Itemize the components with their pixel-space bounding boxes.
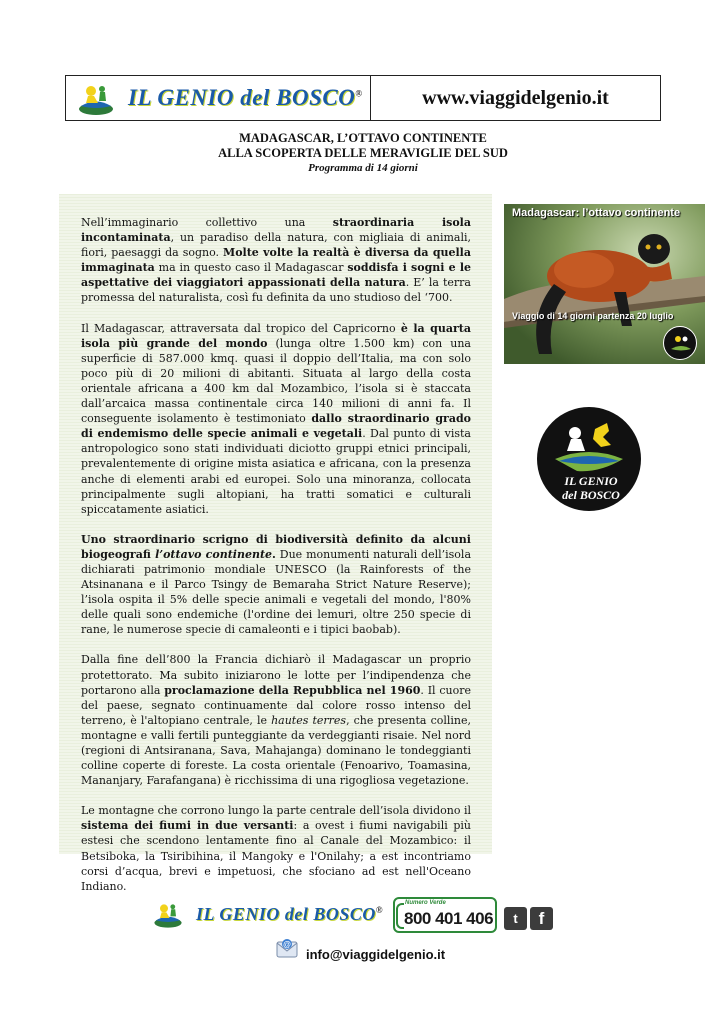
title-line-1: MADAGASCAR, L’OTTAVO CONTINENTE bbox=[239, 131, 487, 145]
header bbox=[65, 75, 661, 121]
paragraph: Uno straordinario scrigno di biodiversità definito da alcuni biogeografi l’ottavo continente. Due monumenti naturali dell’isola dichiarati patrimonio mondiale UNESCO (la Rainforests of the Atsinanana e il Parco Tsingy de Bemaraha Strict Nature Reserve); l’isola ospita il 5% delle specie animali e vegetali del mondo, l'80% delle quali sono endemiche (l'ordine dei lemuri, oltre 250 specie di rane, le numerose specie di camaleonti e i tipici baobab). bbox=[81, 532, 472, 637]
paragraph: Nell’immaginario collettivo una straordinaria isola incontaminata, un paradiso della natura, con migliaia di animali, fiori, paesaggi da sogno. Molte volte la realtà è diversa da quella immaginata ma in questo caso il Madagascar soddisfa i sogni e le aspettative dei viaggiatori appassionati della natura. E’ la terra promessa del naturalista, così fu definita da uno studioso del ‘700. bbox=[81, 216, 471, 305]
header-site bbox=[371, 76, 660, 120]
phone-icon bbox=[396, 903, 404, 929]
page-title bbox=[65, 131, 661, 176]
bold-text: straordinaria isola incontaminata bbox=[81, 216, 471, 245]
lemur-photo bbox=[504, 204, 705, 364]
round-logo-line1: IL GENIO bbox=[564, 474, 618, 488]
header-brand bbox=[66, 76, 371, 120]
photo-caption-top: Madagascar: l’ottavo continente bbox=[512, 207, 681, 219]
genio-logo-icon bbox=[76, 79, 116, 117]
paragraph: Il Madagascar, attraversata dal tropico del Capricorno è la quarta isola più grande del mondo (lunga oltre 1.500 km) con una superficie di 587.000 kmq. quasi il doppio dell’Italia, ma con solo poco più di 20 milioni di abitanti. Situata al largo della costa orientale africana a 400 km dal Mozambico, l’isola si è staccata dall’arcaica massa continentale circa 140 milioni di anni fa. Il conseguente isolamento è testimoniato dallo straordinario grado di endemismo delle specie animali e vegetali. Dal punto di vista antropologico sono stati individuati diciotto gruppi etnici principali, prevalentemente di origine mista asiatica e africana, con la presenza anche di elementi arabi ed europei. Solo una minoranza, collocata principalmente sugli altopiani, ha tratti somatici e culturali spiccatamente asiatici. bbox=[81, 321, 472, 516]
genio-logo-icon bbox=[152, 898, 184, 930]
svg-text:@: @ bbox=[283, 940, 291, 949]
toll-free-number[interactable] bbox=[393, 897, 497, 933]
title-subtitle: Programma di 14 giorni bbox=[308, 162, 418, 174]
bold-text: sistema dei fiumi in due versanti bbox=[81, 819, 294, 833]
title-line-2: ALLA SCOPERTA DELLE MERAVIGLIE DEL SUD bbox=[218, 146, 508, 160]
text-panel bbox=[59, 194, 492, 893]
phone-label: Numero Verde bbox=[405, 900, 446, 906]
phone-number: 800 401 406 bbox=[404, 909, 494, 928]
brand-name: IL GENIO del BOSCO® bbox=[128, 85, 363, 110]
bold-text: soddisfa i sogni e le aspettative dei viaggiatori appassionati della natura bbox=[81, 261, 471, 290]
bold-text: . bbox=[272, 547, 276, 561]
bold-text: Uno straordinario scrigno di biodiversità definito da alcuni biogeografi bbox=[81, 532, 471, 561]
genio-round-logo bbox=[537, 407, 641, 511]
paragraph: Le montagne che corrono lungo la parte centrale dell’isola dividono il sistema dei fiumi in due versanti: a ovest i fiumi navigabili più estesi che scendono lentamente fino al Canale del Mozambico: il Betsiboka, la Tsiribihina, il Mangoky e l'Onilahy; a est incontriamo corsi d’acqua, brevi e impetuosi, che sfociano ad est nell'Oceano Indiano. bbox=[81, 804, 471, 893]
bold-text: l’ottavo continente bbox=[155, 547, 273, 561]
email-link[interactable]: info@viaggidelgenio.it bbox=[306, 947, 446, 962]
footer-brand bbox=[152, 898, 383, 930]
website-link[interactable]: www.viaggidelgenio.it bbox=[422, 86, 609, 109]
footer-brand-name: IL GENIO del BOSCO® bbox=[196, 903, 384, 924]
photo-caption-bottom: Viaggio di 14 giorni partenza 20 luglio bbox=[512, 311, 674, 321]
bold-text: dallo straordinario grado di endemismo delle specie animali e vegetali bbox=[81, 412, 472, 441]
bold-text: proclamazione della Repubblica nel 1960 bbox=[164, 683, 421, 697]
facebook-icon[interactable]: f bbox=[530, 907, 553, 930]
bold-text: Molte volte la realtà è diversa da quella immaginata bbox=[81, 246, 471, 275]
paragraph: Dalla fine dell’800 la Francia dichiarò il Madagascar un proprio protettorato. Ma subito iniziarono le lotte per l’indipendenza che portarono alla proclamazione della Repubblica nel 1960. Il cuore del paese, segnato continuamente dal colore rosso intenso del terreno, è l'altopiano centrale, le hautes terres, che presenta colline, montagne e valli fertili punteggiante da verdeggianti risaie. Nel nord (regioni di Antsiranana, Sava, Mahajanga) dominano le tondeggianti colline coperte di foreste. La costa orientale (Fenoarivo, Toamasina, Mananjary, Farafangana) è ricchissima di una rigogliosa vegetazione. bbox=[81, 653, 471, 788]
round-logo-line2: del BOSCO bbox=[562, 488, 620, 502]
italic-text: hautes terres bbox=[271, 713, 347, 727]
twitter-icon[interactable]: t bbox=[504, 907, 527, 930]
small-genio-badge-icon bbox=[663, 326, 697, 360]
bold-text: è la quarta isola più grande del mondo bbox=[81, 321, 471, 350]
email-icon bbox=[276, 938, 298, 960]
